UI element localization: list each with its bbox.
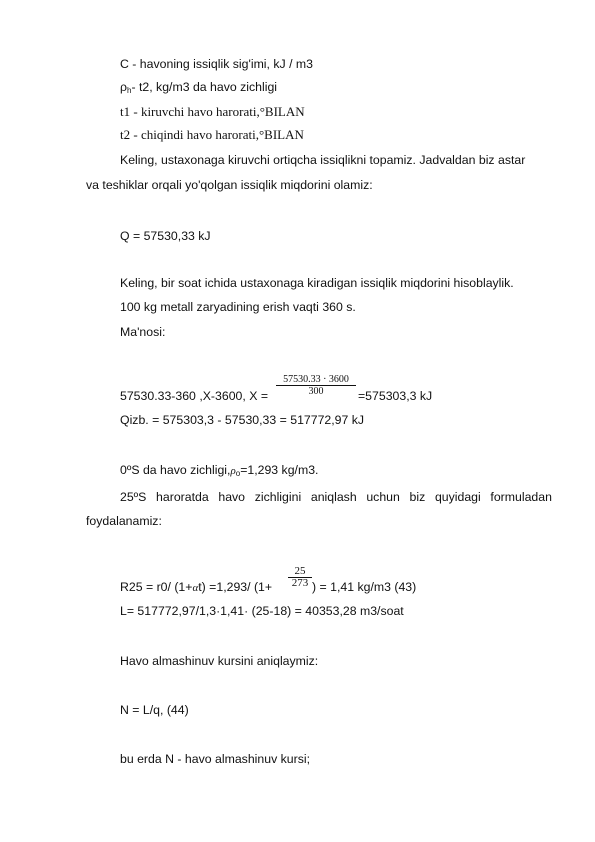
paragraph-25s-line1 [120,490,552,505]
r25-denominator: 273 [291,577,309,589]
rho-text: - t2, kg/m3 da havo zichligi [131,80,278,94]
paragraph-keling-line2: va teshiklar orqali yo'qolgan issiqlik miqdorini olamiz: [86,178,373,192]
word: aniqlash [310,490,357,504]
word: formuladan [490,490,552,504]
rho0-symbol: ρ [230,465,236,477]
word: biz [409,490,426,504]
r25-fraction [288,566,312,589]
proportion-left: 57530.33-360 ,X-3600, X = [120,389,269,403]
q-value: Q = 57530,33 kJ [120,229,211,243]
zero-density-value: =1,293 kg/m3. [240,463,319,477]
qizb-value: Qizb. = 575303,3 - 57530,33 = 517772,97 kJ [120,413,365,427]
manosi-label: Ma'nosi: [120,325,166,339]
proportion-numerator: 57530.33 · 3600 [276,374,356,386]
rho-symbol: ρ [120,80,127,94]
r25-result: ) = 1,41 kg/m3 (43) [312,580,417,594]
havo-almashinuv: Havo almashinuv kursini aniqlaymiz: [120,654,319,668]
rho0-subscript: o [235,469,241,478]
paragraph-keling-hour: Keling, bir soat ichida ustaxonaga kiradigan issiqlik miqdorini hisoblaylik. [120,276,514,290]
rho-subscript: h [127,86,132,95]
proportion-result: =575303,3 kJ [358,389,433,403]
proportion-fraction [276,374,356,397]
paragraph-25s-line2: foydalanamiz: [86,514,162,528]
bu-erda: bu erda N - havo almashinuv kursi; [120,752,311,766]
l-value: L= 517772,97/1,3·1,41· (25-18) = 40353,28 m3/soat [120,604,404,618]
r25-mid: t) =1,293/ (1+ [198,580,273,594]
word: 25ºS [120,490,147,504]
r25-numerator: 25 [288,566,312,578]
t1-definition: t1 - kiruvchi havo harorati,°BILAN [120,104,305,119]
alpha-symbol: α [192,582,199,594]
n-formula: N = L/q, (44) [120,703,189,717]
word: quyidagi [434,490,481,504]
metall-charge: 100 kg metall zaryadining erish vaqti 360 s. [120,300,356,314]
r25-text: R25 = r0/ (1+ [120,580,193,594]
proportion-denominator: 300 [308,386,324,397]
zero-density-text: 0ºS da havo zichligi, [120,463,231,477]
t2-definition: t2 - chiqindi havo harorati,°BILAN [120,127,304,142]
rho-definition [120,80,277,98]
c-definition: C - havoning issiqlik sig'imi, kJ / m3 [120,57,314,71]
word: havo [218,490,246,504]
word: zichligini [254,490,302,504]
word: haroratda [156,490,209,504]
paragraph-keling-line1: Keling, ustaxonaga kiruvchi ortiqcha issiqlikni topamiz. Jadvaldan biz astar [120,153,526,167]
zero-density [120,463,318,481]
word: uchun [366,490,400,504]
r25-formula-left [120,580,272,596]
